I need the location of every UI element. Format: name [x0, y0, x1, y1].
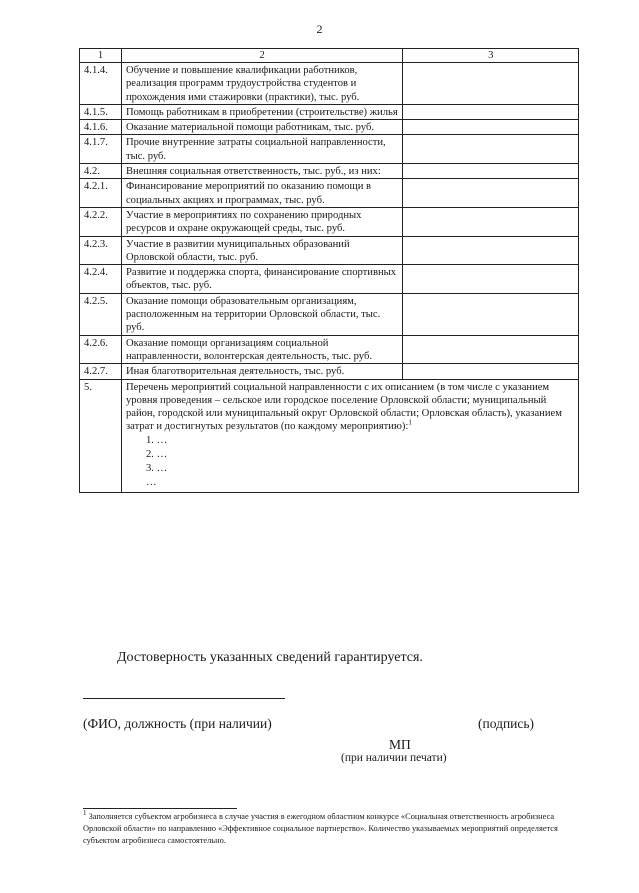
row-number: 4.1.5. — [80, 104, 122, 119]
header-cell-2: 2 — [121, 49, 402, 63]
footnote-mark: 1 — [408, 418, 412, 427]
signature-label: (подпись) — [478, 716, 535, 731]
list-item: 2. … — [145, 448, 168, 460]
row-number: 4.1.7. — [80, 135, 122, 164]
row-number: 5. — [80, 379, 122, 492]
footnote-text: Заполняется субъектом агробизнеса в случае участия в ежегодном областном конкурсе «Социальная ответственность агробизнеса Орловской области» по направлению «Эффективное социальное партнерство». Количество указываемых мероприятий определяется субъектом агробизнеса самостоятельно. — [83, 812, 558, 845]
row-description: Финансирование мероприятий по оказанию помощи в социальных акциях и программах, тыс. руб. — [121, 179, 402, 208]
row-number: 4.2.7. — [80, 364, 122, 379]
row-number: 4.1.6. — [80, 120, 122, 135]
row-number: 4.2.3. — [80, 236, 122, 265]
table-header-row — [80, 49, 579, 63]
footnote-number: 1 — [83, 809, 87, 818]
event-list — [126, 434, 574, 492]
row-value-cell[interactable] — [403, 265, 579, 294]
row-value-cell[interactable] — [403, 135, 579, 164]
table-row — [80, 135, 579, 164]
row-value-cell[interactable] — [403, 104, 579, 119]
row-description: Внешняя социальная ответственность, тыс. руб., из них: — [121, 164, 402, 179]
row-description: Оказание помощи образовательным организациям, расположенным на территории Орловской области, тыс. руб. — [121, 293, 402, 335]
fio-label: (ФИО, должность (при наличии) — [83, 716, 272, 731]
row-text: Перечень мероприятий социальной направленности с их описанием (в том числе с указанием уровня проведения – сельское или городское поселение Орловской области; муниципальный район, городской или муниципальный округ Орловской области; Орловская область), указанием затрат и достигнутых результатов (по каждому мероприятию): — [125, 381, 562, 433]
table-row — [80, 120, 579, 135]
row-description: Оказание материальной помощи работникам, тыс. руб. — [121, 120, 402, 135]
signature-line — [83, 698, 285, 699]
row-description: Иная благотворительная деятельность, тыс. руб. — [121, 364, 402, 379]
table-row-5 — [80, 379, 579, 492]
row-number: 4.2. — [80, 164, 122, 179]
report-table — [79, 48, 579, 493]
row-value-cell[interactable] — [403, 293, 579, 335]
table-row — [80, 293, 579, 335]
header-cell-3: 3 — [403, 49, 579, 63]
table-row — [80, 335, 579, 364]
row-value-cell[interactable] — [403, 63, 579, 105]
row-value-cell[interactable] — [403, 179, 579, 208]
row-value-cell[interactable] — [403, 335, 579, 364]
row-number: 4.2.4. — [80, 265, 122, 294]
row-number: 4.1.4. — [80, 63, 122, 105]
row-value-cell[interactable] — [403, 164, 579, 179]
row-description: Участие в развитии муниципальных образований Орловской области, тыс. руб. — [121, 236, 402, 265]
table-row — [80, 179, 579, 208]
list-item: 3. … — [145, 462, 168, 474]
list-item: 1. … — [145, 434, 168, 446]
table-row — [80, 207, 579, 236]
row-description — [121, 379, 578, 492]
stamp-note: (при наличии печати) — [341, 752, 447, 764]
guarantee-text: Достоверность указанных сведений гарантируется. — [117, 650, 423, 665]
table-row — [80, 104, 579, 119]
row-number: 4.2.6. — [80, 335, 122, 364]
row-description: Оказание помощи организациям социальной направленности, волонтерская деятельность, тыс. руб. — [121, 335, 402, 364]
table-row — [80, 236, 579, 265]
row-number: 4.2.5. — [80, 293, 122, 335]
table-row — [80, 364, 579, 379]
row-description: Участие в мероприятиях по сохранению природных ресурсов и охране окружающей среды, тыс. руб. — [121, 207, 402, 236]
table-row — [80, 63, 579, 105]
list-item: … — [145, 476, 157, 488]
header-cell-1: 1 — [80, 49, 122, 63]
row-description: Прочие внутренние затраты социальной направленности, тыс. руб. — [121, 135, 402, 164]
row-description: Помощь работникам в приобретении (строительстве) жилья — [121, 104, 402, 119]
row-value-cell[interactable] — [403, 207, 579, 236]
row-value-cell[interactable] — [403, 120, 579, 135]
table-row — [80, 265, 579, 294]
row-value-cell[interactable] — [403, 236, 579, 265]
row-number: 4.2.1. — [80, 179, 122, 208]
footnote-separator — [83, 808, 237, 809]
table-row — [80, 164, 579, 179]
footnote — [83, 811, 583, 847]
row-description: Развитие и поддержка спорта, финансирование спортивных объектов, тыс. руб. — [121, 265, 402, 294]
row-value-cell[interactable] — [403, 364, 579, 379]
stamp-label: МП — [389, 737, 411, 752]
row-description: Обучение и повышение квалификации работников, реализация программ трудоустройства студентов и прохождения ими стажировки (практики), тыс. руб. — [121, 63, 402, 105]
row-number: 4.2.2. — [80, 207, 122, 236]
page-number: 2 — [316, 22, 323, 36]
